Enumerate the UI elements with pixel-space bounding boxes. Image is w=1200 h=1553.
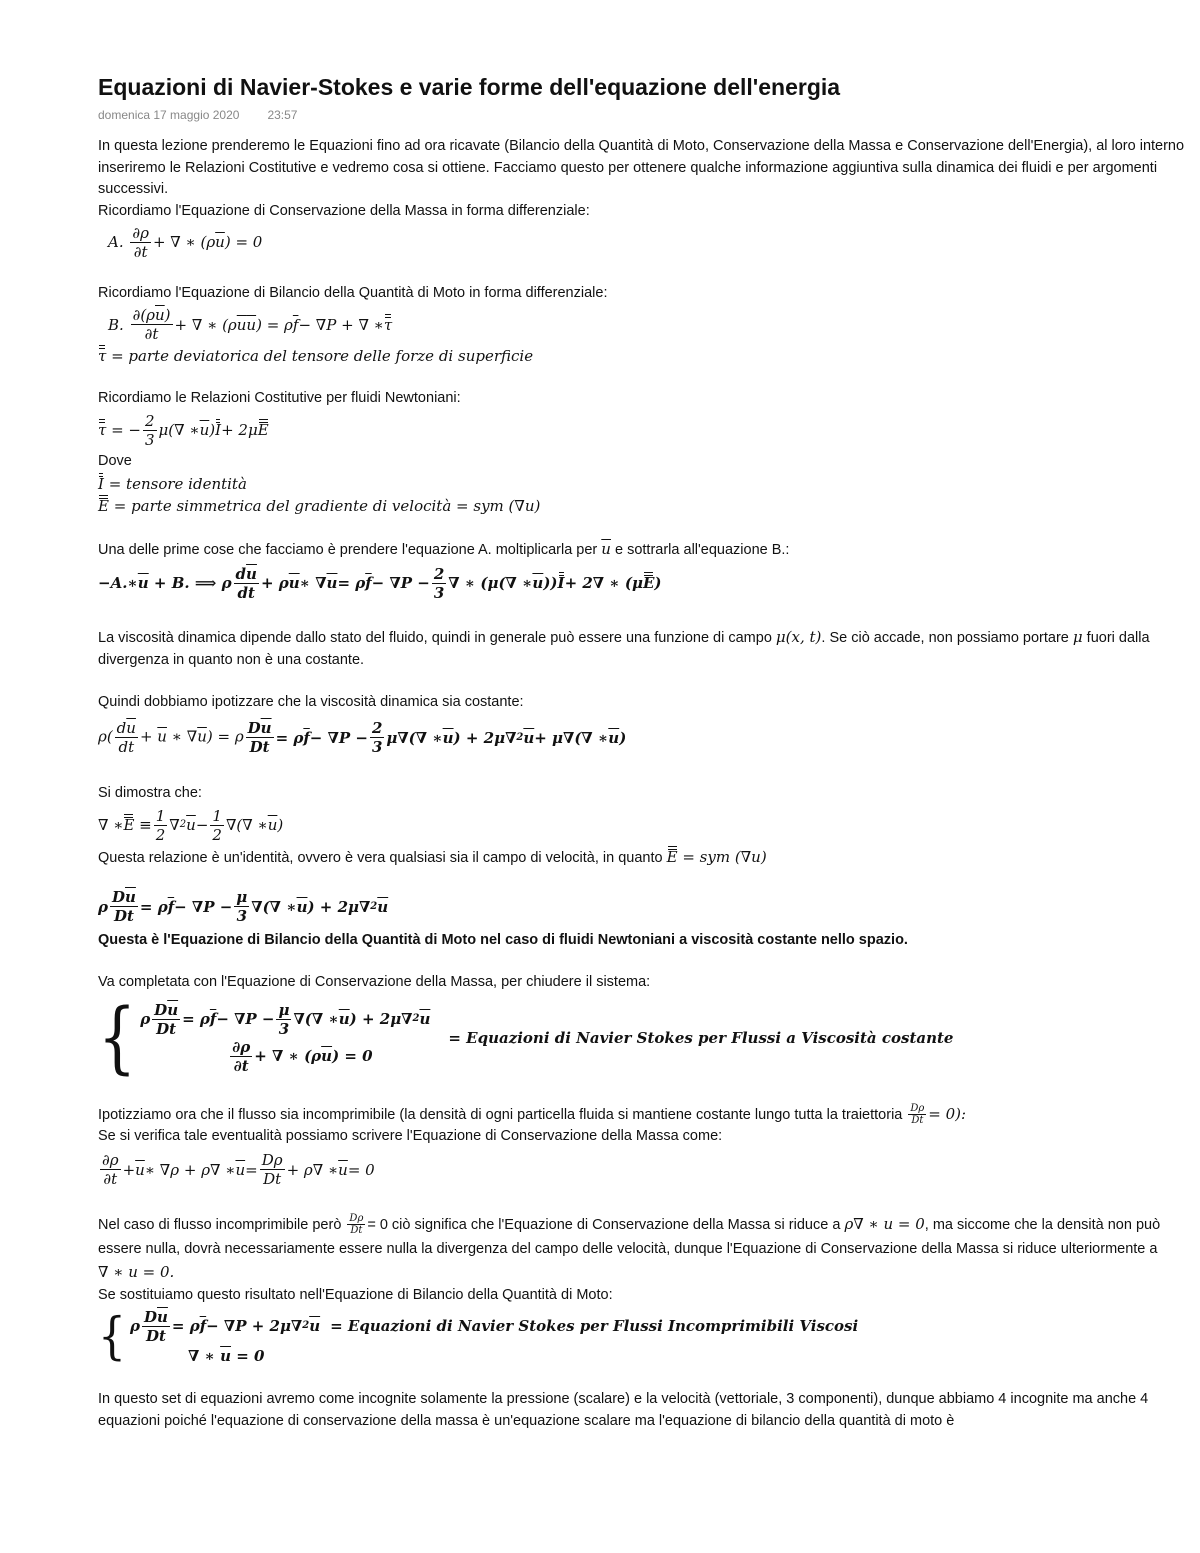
viscosity-paragraph: La viscosità dinamica dipende dallo stato del fluido, quindi in generale può essere una funzione di campo μ(x, t). Se ciò accade, non possiamo portare μ fuori dalla divergenza in quanto non è una costante. — [98, 628, 1150, 668]
intro-paragraph: In questa lezione prenderemo le Equazioni fino ad ora ricavate (Bilancio della Quantità di Moto, Conservazione della Massa e Conservazione dell'Energia), al loro interno inseriremo le Relazioni Costitutive e vedremo cosa si ottiene. Facciamo questo per ottenere qualche informazione aggiuntiva sulla dinamica dei fluidi e per argomenti successivi. — [98, 138, 1185, 197]
momentum-constant-viscosity-equation: ρ( $\frac{d\overline{u}}{dt}$ + $\overline{u}$ ∗ $\nabla\overline{u}) = \rho$ $\frac{D\overline{u}}{Dt}$ = ρ $\overline{f}$ − ∇P − $\frac{2}{3}$ μ∇(∇ ∗ $\overline{u}$ ) + 2μ∇ 2 $\overline{u}$ + μ∇(∇ ∗ $\overline{u}$ ) — [98, 719, 627, 756]
mass-conservation-expanded: $\frac{\partial\rho}{\partial t}$ + $\overline{u}$ ∗ ∇ρ + ρ∇ ∗ $\overline{u}$ = $\frac{D\rho}{Dt}$ + ρ∇ ∗ $\overline{u}$ = 0 — [102, 1151, 375, 1188]
first-step-text-b: e sottrarla all'equazione B.: — [615, 541, 790, 558]
momentum-newtonian-equation: ρ $\frac{D\overline{u}}{Dt}$ = ρ $\overline{f}$ − ∇P − $\frac{\mu}{3}$ ∇(∇ ∗ $\overline{u}$ ) + 2μ∇ 2 $\overline{u}$ — [98, 888, 389, 925]
dove-text: Dove — [98, 453, 132, 469]
incompressible-text-a: Ipotizziamo ora che il flusso sia incomprimibile (la densità di ogni particella fluida si mantiene costante lungo tutta la traiettoria — [98, 1106, 903, 1123]
equation-b: B. $\frac{\partial(\rho\overline{u})}{\partial t}$ + ∇ ∗ (ρ $\overline{u}$ $\overline{u}$ ) = ρ $\overline{f}$ − ∇P + ∇ ∗ τ — [108, 306, 393, 343]
note-date: domenica 17 maggio 2020 — [98, 108, 240, 122]
e-tensor-definition: E = parte simmetrica del gradiente di velocità = sym (∇u) — [98, 496, 541, 515]
si-dimostra-text: Si dimostra che: — [98, 784, 202, 801]
viscosity-field: μ(x, t) — [775, 628, 822, 646]
caso-text-d: , ma siccome che la densità non può essere nulla, dovrà necessariamente essere nulla la divergenza del campo delle velocità, dunque l'Equazione di Conservazione della Massa si riduce ulteriormente a — [98, 1216, 1161, 1257]
tau-definition: τ = parte deviatorica del tensore delle forze di superficie — [98, 346, 534, 365]
identity-text-a: Questa relazione è un'identità, ovvero è vera qualsiasi sia il campo di velocità, in quanto — [98, 850, 663, 866]
caso-text-b: = 0 ciò significa che l'Equazione di Conservazione della Massa si riduce a — [367, 1216, 841, 1233]
constant-viscosity-text: Quindi dobbiamo ipotizzare che la viscosità dinamica sia costante: — [98, 694, 524, 710]
viscosity-text-c: fuori dalla divergenza in quanto non è una costante. — [98, 630, 1150, 668]
ns-constant-viscosity-label: = Equazioni di Navier Stokes per Flussi a Viscosità costante — [448, 1028, 954, 1047]
left-brace: { — [98, 1307, 126, 1366]
incompressible-text-b: = 0): — [928, 1104, 967, 1123]
tau-definition-text: = parte deviatorica del tensore delle forze di superficie — [111, 346, 534, 365]
first-step-text: Una delle prime cose che facciamo è prendere l'equazione A. moltiplicarla per $\overline{u}$ e sottrarla all'equazione B.: — [98, 539, 790, 558]
note-page — [98, 70, 1193, 1432]
caso-math-c: ρ∇ ∗ u = 0 — [844, 1214, 925, 1233]
constitutive-equation: τ = − $\frac{2}{3}$ μ(∇ ∗ $\overline{u}$ ) I + 2μ E — [98, 411, 269, 449]
identity-tensor-text: = tensore identità — [108, 474, 247, 493]
ns-incompressible-label: = Equazioni di Navier Stokes per Flussi Incomprimibili Viscosi — [330, 1317, 859, 1335]
incompressible-text-c: Se si verifica tale eventualità possiamo scrivere l'Equazione di Conservazione della Massa come: — [98, 1128, 723, 1144]
identity-paragraph: Questa relazione è un'identità, ovvero è vera qualsiasi sia il campo di velocità, in quanto E = sym (∇u) — [98, 848, 767, 866]
note-timestamp — [98, 106, 1193, 124]
left-brace: { — [98, 992, 137, 1083]
recall-mass-text: Ricordiamo l'Equazione di Conservazione della Massa in forma differenziale: — [98, 202, 590, 219]
first-step-text-a: Una delle prime cose che facciamo è prendere l'equazione A. moltiplicarla per — [98, 541, 598, 558]
ns-constant-viscosity-system: { ρ $\frac{D\overline{u}}{Dt}$ = ρ $\overline{f}$ − ∇P − $\frac{\mu}{3}$ ∇(∇ ∗ $\overline{u}$ ) + 2μ∇ 2 $\overline{u}$ $\frac{\partial\rho}{\partial t}$ + ∇ ∗ (ρ $\overline{u}$ ) = 0 = Equazioni di Navier Stokes per Flussi a Viscosità costante — [98, 992, 954, 1083]
recall-constitutive-text: Ricordiamo le Relazioni Costitutive per fluidi Newtoniani: — [98, 389, 461, 406]
equation-a-times-u-plus-b: −A.∗ $\overline{u}$ + B. ⟹ ρ $\frac{d\overline{u}}{dt}$ + ρ $\overline{u}$ ∗ ∇ $\overline{u}$ = ρ $\overline{f}$ − ∇P − $\frac{2}{3}$ ∇ ∗ (μ(∇ ∗ $\overline{u}$ )) I + 2∇ ∗ (μ E ) — [98, 564, 662, 602]
recall-momentum-text: Ricordiamo l'Equazione di Bilancio della Quantità di Moto in forma differenziale: — [98, 285, 608, 301]
sostituiamo-text: Se sostituiamo questo risultato nell'Equazione di Bilancio della Quantità di Moto: — [98, 1286, 613, 1303]
bold-statement: Questa è l'Equazione di Bilancio della Quantità di Moto nel caso di fluidi Newtoniani a viscosità costante nello spazio. — [98, 931, 908, 948]
incompressible-paragraph: Ipotizziamo ora che il flusso sia incomprimibile (la densità di ogni particella fluida si mantiene costante lungo tutta la traiettoria $\frac{D\rho}{Dt}$ = 0): — [98, 1103, 967, 1126]
equation-a: A. $\frac{\partial\rho}{\partial t}$ + ∇ ∗ (ρ $\overline{u}$ ) = 0 — [108, 223, 263, 261]
caso-paragraph: Nel caso di flusso incomprimibile però $\frac{D\rho}{Dt}$ = 0 ciò significa che l'Equazione di Conservazione della Massa si riduce a ρ∇ ∗ u = 0, ma siccome che la densità non può essere nulla, dovrà necessariamente essere nulla la divergenza del campo delle velocità, dunque l'Equazione di Conservazione della Massa si riduce ulteriormente a ∇ ∗ u = 0. — [98, 1213, 1161, 1281]
viscosity-text-b: . Se ciò accade, non possiamo portare — [821, 630, 1069, 646]
viscosity-text-a: La viscosità dinamica dipende dallo stato del fluido, quindi in generale può essere una funzione di campo — [98, 630, 772, 646]
caso-math-e: ∇ ∗ u = 0. — [98, 1262, 175, 1281]
caso-text-a: Nel caso di flusso incomprimibile però — [98, 1216, 342, 1233]
divergence-e-identity: ∇ ∗ E ≡ $\frac{1}{2}$ ∇ 2 $\overline{u}$ − $\frac{1}{2}$ ∇(∇ ∗ $\overline{u}$ ) — [98, 806, 284, 844]
identity-tensor-definition: I = tensore identità — [98, 474, 247, 493]
final-paragraph: In questo set di equazioni avremo come incognite solamente la pressione (scalare) e la velocità (vettoriale, 3 componenti), dunque abbiamo 4 incognite ma anche 4 equazioni poiché l'equazione di conservazione della massa è un'equazione scalare ma l'equazione di bilancio della quantità di moto è — [98, 1391, 1149, 1429]
note-time: 23:57 — [267, 108, 298, 122]
e-tensor-text: = parte simmetrica del gradiente di velocità = sym (∇u) — [113, 496, 541, 515]
identity-text-b: = sym (∇u) — [682, 848, 767, 866]
completata-text: Va completata con l'Equazione di Conservazione della Massa, per chiudere il sistema: — [98, 974, 651, 990]
ns-incompressible-system: { ρ $\frac{D\overline{u}}{Dt}$ = ρ $\overline{f}$ − ∇P + 2μ∇ 2 $\overline{u}$ = Equazioni di Navier Stokes per Flussi Incomprimibili Viscosi ∇ ∗ $\overline{u} = 0$ — [98, 1307, 859, 1366]
page-title: Equazioni di Navier-Stokes e varie forme dell'equazione dell'energia — [98, 74, 841, 100]
